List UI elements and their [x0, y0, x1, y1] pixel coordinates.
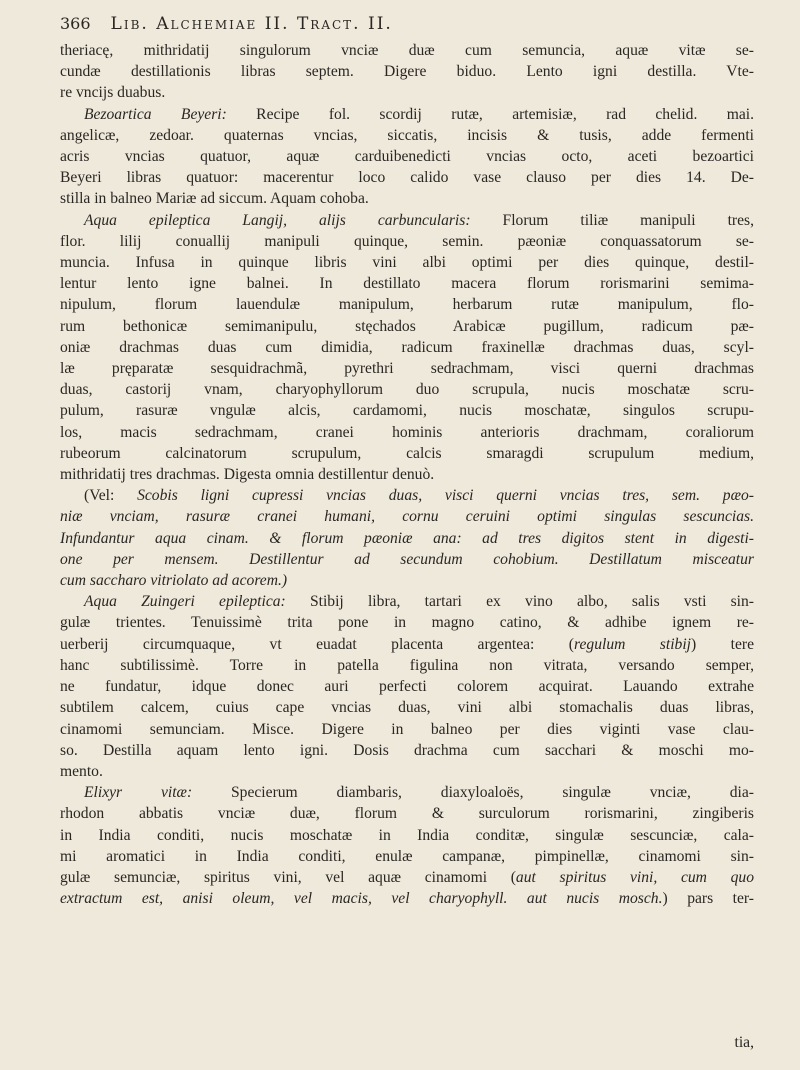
text-line: uerberij circumquaque, vt euadat placenta argentea: (regulum stibij) tere [60, 635, 754, 653]
text-line: (Vel: Scobis ligni cupressi vncias duas, visci querni vncias tres, sem. pæo- [84, 487, 754, 505]
text-line: Bezoartica Beyeri: Recipe fol. scordij rutæ, artemisiæ, rad chelid. mai. [84, 105, 754, 123]
text-line: pulum, rasuræ vngulæ alcis, cardamomi, nucis moschatæ, singulos scrupu- [60, 402, 754, 420]
text-line: mento. [60, 762, 103, 780]
text-line: cum saccharo vitriolato ad acorem.) [60, 572, 288, 590]
text-line: los, macis sedrachmam, cranei hominis anterioris drachmam, coraliorum [60, 423, 754, 441]
text-line: one per mensem. Destillentur ad secundum cohobium. Destillatum misceatur [60, 550, 754, 568]
text-line: duas, castorij vnam, charyophyllorum duo scrupula, nucis moschatæ scru- [60, 381, 754, 399]
running-head [60, 14, 754, 38]
text-line: Infundantur aqua cinam. & florum pæoniæ ana: ad tres digitos stent in digesti- [60, 529, 754, 547]
text-line: mi aromatici in India conditi, enulæ campanæ, pimpinellæ, cinamomi sin- [60, 847, 754, 865]
text-line: niæ vnciam, rasuræ cranei humani, cornu ceruini optimi singulas sescuncias. [60, 508, 754, 526]
text-line: gulæ trientes. Tenuissimè trita pone in magno catino, & adhibe ignem re- [60, 614, 754, 632]
body-text [60, 40, 754, 909]
text-line: theriacę, mithridatij singulorum vnciæ duæ cum semuncia, aquæ vitæ se- [60, 42, 754, 59]
text-line: gulæ semunciæ, spiritus vini, vel aquæ cinamomi (aut spiritus vini, cum quo [60, 868, 754, 886]
text-line: Aqua Zuingeri epileptica: Stibij libra, tartari ex vino albo, salis vsti sin- [84, 593, 754, 611]
text-line: rhodon abbatis vnciæ duæ, florum & surculorum rorismarini, zingiberis [60, 805, 754, 823]
text-line: lentur lento igne balnei. In destillato macera florum rorismarini semima- [60, 275, 754, 293]
text-line: re vncijs duabus. [60, 84, 166, 102]
text-line: rubeorum calcinatorum scrupulum, calcis smaragdi scrupulum medium, [60, 444, 754, 462]
text-line: hanc subtilissimè. Torre in patella figulina non vitrata, versando semper, [60, 656, 754, 674]
text-line: Beyeri libras quatuor: macerentur loco calido vase clauso per dies 14. De- [60, 169, 754, 187]
text-line: stilla in balneo Mariæ ad siccum. Aquam cohoba. [60, 190, 369, 208]
text-line: in India conditi, nucis moschatæ in India conditæ, singulæ sescunciæ, cala- [60, 826, 754, 844]
text-line: acris vncias quatuor, aquæ carduibenedicti vncias octo, aceti bezoartici [60, 148, 754, 166]
running-title: Lib. Alchemiae II. Tract. II. [110, 14, 393, 34]
text-line: extractum est, anisi oleum, vel macis, vel charyophyll. aut nucis mosch.) pars ter- [60, 890, 754, 908]
text-line: angelicæ, zedoar. quaternas vncias, siccatis, incisis & tusis, adde fermenti [60, 126, 754, 144]
page-number: 366 [60, 14, 91, 33]
catchword: tia, [734, 1034, 754, 1051]
text-line: so. Destilla aquam lento igni. Dosis drachma cum sacchari & moschi mo- [60, 741, 754, 759]
text-line: Aqua epileptica Langij, alijs carbuncularis: Florum tiliæ manipuli tres, [84, 211, 754, 229]
text-line: muncia. Infusa in quinque libris vini albi optimi per dies quinque, destil- [60, 254, 754, 272]
text-line: Elixyr vitæ: Specierum diambaris, diaxyloaloës, singulæ vnciæ, dia- [84, 784, 754, 802]
text-line: subtilem calcem, cuius cape vncias duas, vini albi stomachalis duas libras, [60, 699, 754, 717]
text-line: rum bethonicæ semimanipulu, stęchados Arabicæ pugillum, radicum pæ- [60, 317, 754, 335]
text-line: oniæ drachmas duas cum dimidia, radicum fraxinellæ drachmas duas, scyl- [60, 338, 754, 356]
text-line: cinamomi semunciam. Misce. Digere in balneo per dies viginti vase clau- [60, 720, 754, 738]
text-line: flor. lilij conuallij manipuli quinque, semin. pæoniæ conquassatorum se- [60, 232, 754, 250]
text-line: mithridatij tres drachmas. Digesta omnia destillentur denuò. [60, 466, 435, 484]
text-line: læ pręparatæ sesquidrachmã, pyrethri sedrachmam, visci querni drachmas [60, 360, 754, 378]
text-line: cundæ destillationis libras septem. Digere biduo. Lento igni destilla. Vte- [60, 63, 754, 81]
text-line: ne fundatur, idque donec auri perfecti colorem acquirat. Lauando extrahe [60, 678, 754, 696]
text-line: nipulum, florum lauendulæ manipulum, herbarum rutæ manipulum, flo- [60, 296, 754, 314]
